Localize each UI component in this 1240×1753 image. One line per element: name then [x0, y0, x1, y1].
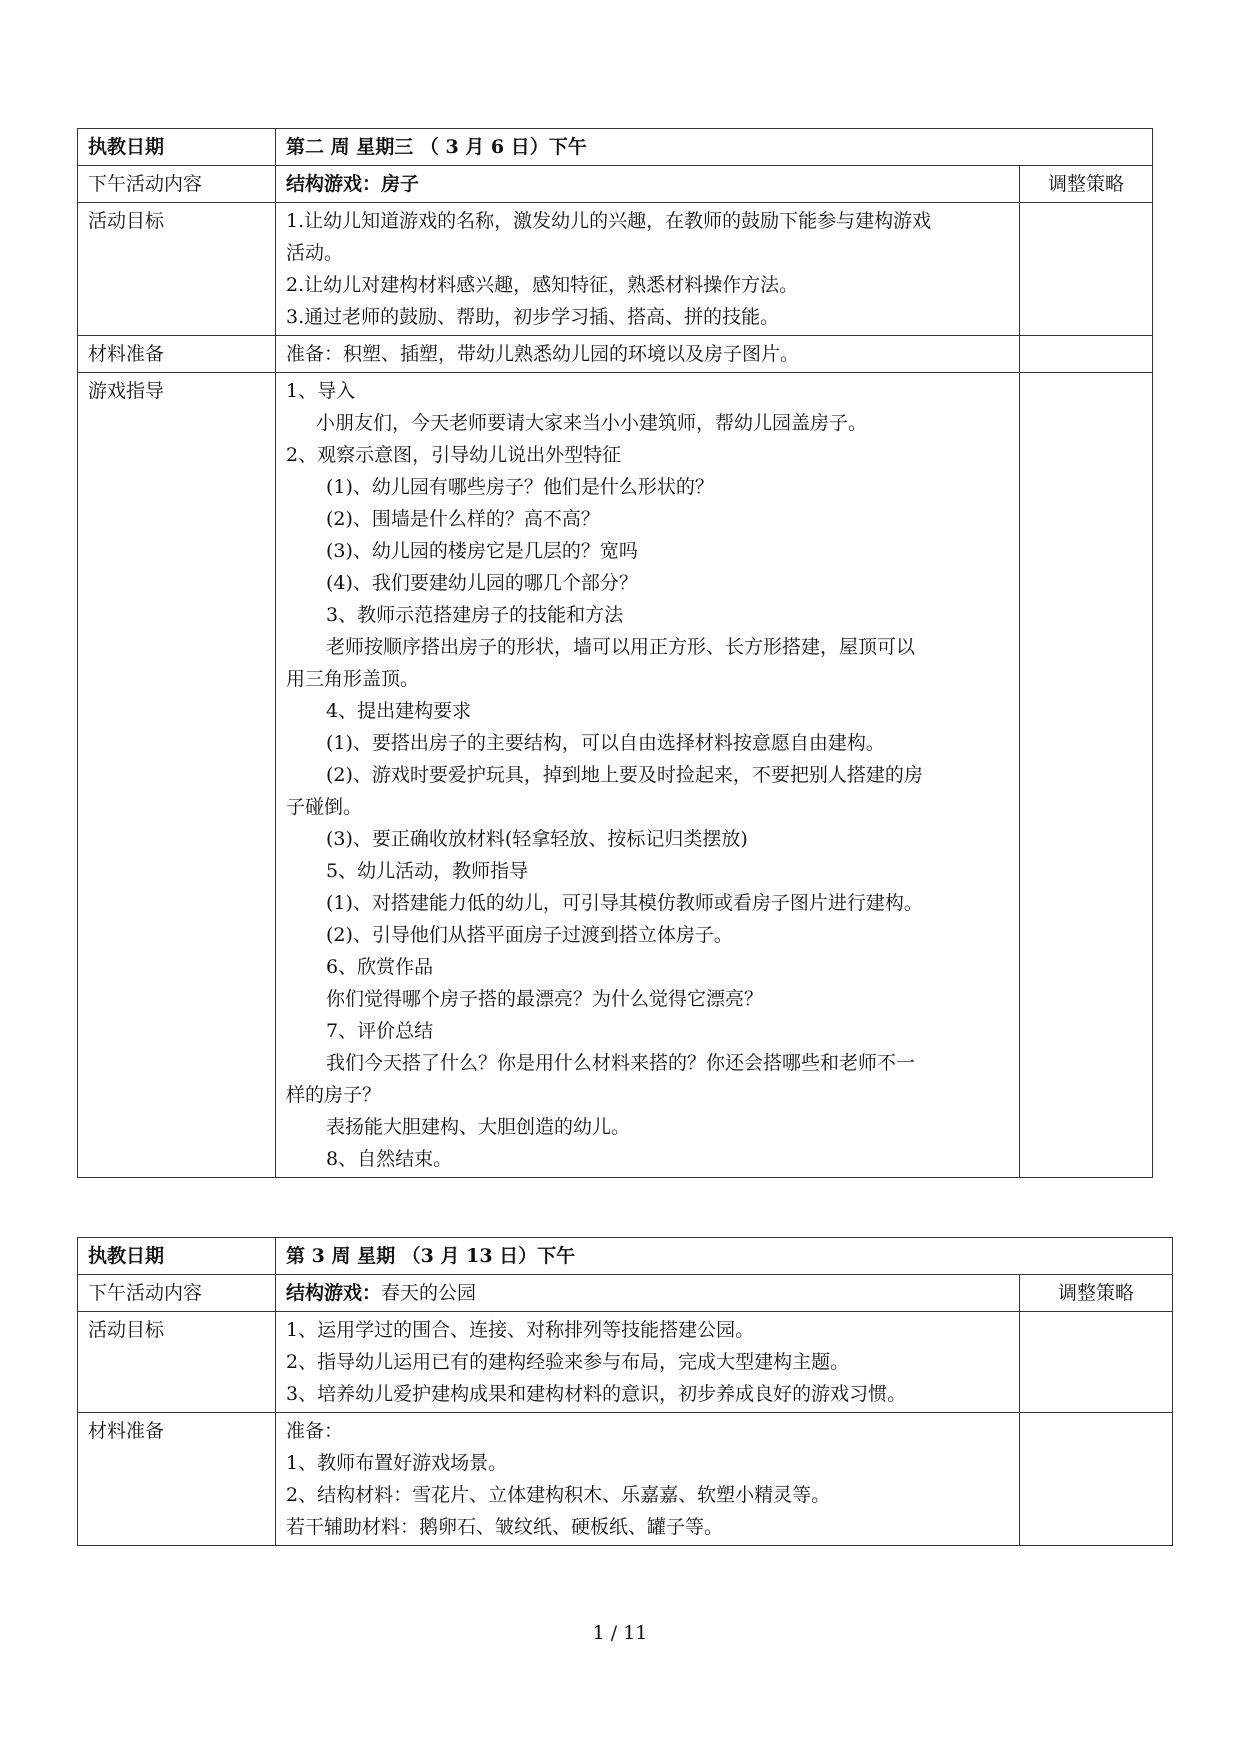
content-prefix: 结构游戏：: [286, 1282, 382, 1304]
content-row: [78, 1275, 1173, 1312]
guide-line: 表扬能大胆建构、大胆创造的幼儿。: [326, 1116, 631, 1138]
material-label: 材料准备: [78, 336, 276, 373]
guide-line: 小朋友们，今天老师要请大家来当小小建筑师，帮幼儿园盖房子。: [316, 412, 868, 434]
guide-line: 你们觉得哪个房子搭的最漂亮？为什么觉得它漂亮？: [326, 988, 764, 1010]
date-label: 执教日期: [78, 129, 276, 166]
guide-label: 游戏指导: [78, 373, 276, 1178]
lesson-plan-table-1: [77, 128, 1153, 1178]
page-number: 1 / 11: [592, 1622, 648, 1644]
content-title: 房子: [381, 173, 420, 195]
material-strategy: [1020, 336, 1153, 373]
guide-line: (4)、我们要建幼儿园的哪几个部分？: [326, 572, 638, 594]
material-line: 1、教师布置好游戏场景。: [286, 1452, 508, 1474]
date-value: 第二 周 星期三 （ 3 月 6 日）下午: [276, 129, 1153, 166]
goal-strategy: [1020, 1312, 1173, 1413]
content-title: 春天的公园: [381, 1282, 477, 1304]
content-label: 下午活动内容: [78, 166, 276, 203]
content-prefix: 结构游戏：: [286, 173, 382, 195]
guide-line: 子碰倒。: [286, 796, 363, 818]
goal-line: 1、运用学过的围合、连接、对称排列等技能搭建公园。: [286, 1319, 755, 1341]
content-row: [78, 166, 1153, 203]
goal-line: 2、指导幼儿运用已有的建构经验来参与布局，完成大型建构主题。: [286, 1351, 850, 1373]
material-strategy: [1020, 1413, 1173, 1546]
guide-line: 8、自然结束。: [326, 1148, 453, 1170]
goal-line: 活动。: [286, 242, 344, 264]
date-value: 第 3 周 星期 （3 月 13 日）下午: [276, 1238, 1173, 1275]
guide-line: 样的房子？: [286, 1084, 382, 1106]
guide-line: (3)、要正确收放材料(轻拿轻放、按标记归类摆放): [326, 828, 748, 850]
strategy-label: 调整策略: [1020, 166, 1153, 203]
guide-line: (2)、围墙是什么样的？高不高？: [326, 508, 600, 530]
guide-line: 3、教师示范搭建房子的技能和方法: [326, 604, 624, 626]
guide-line: (2)、引导他们从搭平面房子过渡到搭立体房子。: [326, 924, 733, 946]
content-label: 下午活动内容: [78, 1275, 276, 1312]
material-value: 准备：积塑、插塑，带幼儿熟悉幼儿园的环境以及房子图片。: [276, 336, 1020, 373]
goal-value: [276, 1312, 1020, 1413]
goal-line: 1.让幼儿知道游戏的名称，激发幼儿的兴趣，在教师的鼓励下能参与建构游戏: [286, 210, 932, 232]
guide-line: (1)、对搭建能力低的幼儿，可引导其模仿教师或看房子图片进行建构。: [326, 892, 923, 914]
guide-line: (1)、幼儿园有哪些房子？他们是什么形状的？: [326, 476, 714, 498]
goal-line: 3、培养幼儿爱护建构成果和建构材料的意识，初步养成良好的游戏习惯。: [286, 1383, 907, 1405]
date-label: 执教日期: [78, 1238, 276, 1275]
guide-line: 我们今天搭了什么？你是用什么材料来搭的？你还会搭哪些和老师不一: [326, 1052, 916, 1074]
guide-line: 2、观察示意图，引导幼儿说出外型特征: [286, 444, 622, 466]
guide-line: 老师按顺序搭出房子的形状，墙可以用正方形、长方形搭建，屋顶可以: [326, 636, 916, 658]
date-row: [78, 1238, 1173, 1275]
goal-row: [78, 203, 1153, 336]
strategy-label: 调整策略: [1020, 1275, 1173, 1312]
material-line: 若干辅助材料：鹅卵石、皱纹纸、硬板纸、罐子等。: [286, 1516, 724, 1538]
guide-line: (1)、要搭出房子的主要结构，可以自由选择材料按意愿自由建构。: [326, 732, 885, 754]
goal-row: [78, 1312, 1173, 1413]
guide-strategy: [1020, 373, 1153, 1178]
guide-line: 5、幼儿活动，教师指导: [326, 860, 529, 882]
goal-label: 活动目标: [78, 203, 276, 336]
material-row: [78, 1413, 1173, 1546]
material-label: 材料准备: [78, 1413, 276, 1546]
date-row: [78, 129, 1153, 166]
guide-row: [78, 373, 1153, 1178]
guide-line: 6、欣赏作品: [326, 956, 434, 978]
guide-line: (3)、幼儿园的楼房它是几层的？宽吗: [326, 540, 638, 562]
content-value: [276, 1275, 1020, 1312]
guide-line: 4、提出建构要求: [326, 700, 472, 722]
goal-strategy: [1020, 203, 1153, 336]
guide-value: [276, 373, 1020, 1178]
goal-value: [276, 203, 1020, 336]
goal-line: 3.通过老师的鼓励、帮助，初步学习插、搭高、拼的技能。: [286, 306, 780, 328]
guide-line: 1、导入: [286, 380, 356, 402]
material-line: 准备：: [286, 1420, 344, 1442]
lesson-plan-table-2: [77, 1237, 1173, 1546]
material-value: [276, 1413, 1020, 1546]
goal-line: 2.让幼儿对建构材料感兴趣，感知特征，熟悉材料操作方法。: [286, 274, 799, 296]
guide-line: (2)、游戏时要爱护玩具，掉到地上要及时捡起来，不要把别人搭建的房: [326, 764, 923, 786]
goal-label: 活动目标: [78, 1312, 276, 1413]
material-line: 2、结构材料：雪花片、立体建构积木、乐嘉嘉、软塑小精灵等。: [286, 1484, 831, 1506]
guide-line: 用三角形盖顶。: [286, 668, 420, 690]
content-value: [276, 166, 1020, 203]
material-row: [78, 336, 1153, 373]
guide-line: 7、评价总结: [326, 1020, 434, 1042]
